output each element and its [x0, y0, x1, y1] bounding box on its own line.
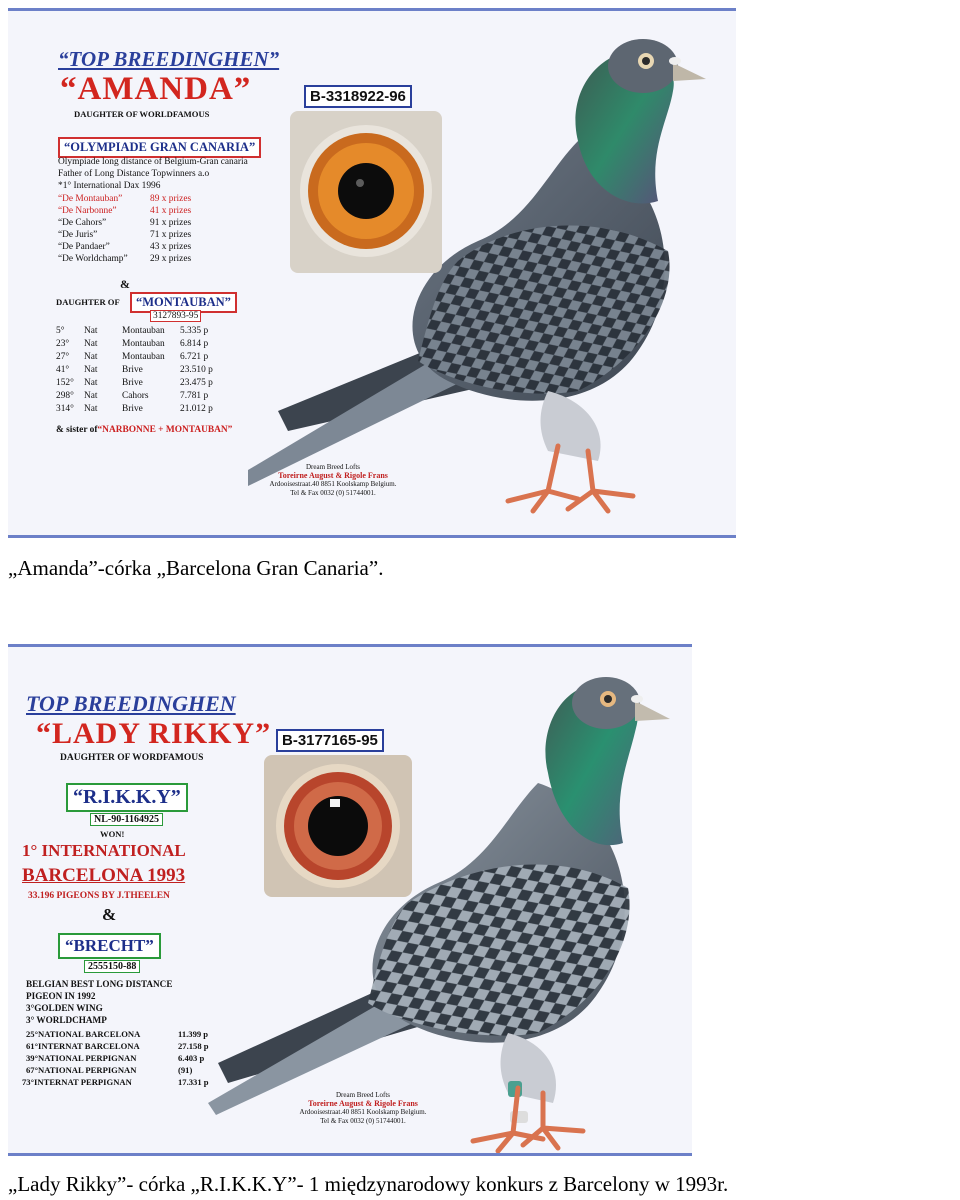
daughter-of-label: DAUGHTER OF	[56, 297, 120, 307]
offspring-row: “De Worldchamp” 29 x prizes	[58, 254, 192, 264]
ring-number: B-3177165-95	[276, 729, 384, 752]
mother-ring: 2555150-88	[84, 960, 140, 973]
pigeon-name-lady-rikky: “LADY RIKKY”	[36, 717, 272, 750]
father-ring: NL-90-1164925	[90, 813, 163, 826]
mother-name-box: “BRECHT”	[58, 933, 161, 959]
result-row: 298° Nat Cahors 7.781 p	[56, 391, 209, 401]
father-name-box: “OLYMPIADE GRAN CANARIA”	[58, 137, 261, 158]
result-row: 314° Nat Brive 21.012 p	[56, 404, 213, 414]
offspring-row: “De Juris” 71 x prizes	[58, 230, 192, 240]
result-row: 41° Nat Brive 23.510 p	[56, 365, 213, 375]
mother-line-3: 3°GOLDEN WING	[26, 1003, 103, 1013]
offspring-row: “De Pandaer” 43 x prizes	[58, 242, 192, 252]
pedigree-card-lady-rikky	[8, 644, 692, 1156]
daughter-of-wordfamous: DAUGHTER OF WORDFAMOUS	[60, 753, 204, 763]
ring-number: B-3318922-96	[304, 85, 412, 108]
desc-line-1: Olympiade long distance of Belgium-Gran canaria	[58, 157, 248, 167]
mother-line-4: 3° WORLDCHAMP	[26, 1015, 107, 1025]
top-breedinghen-title: “TOP BREEDINGHEN”	[58, 47, 280, 71]
result-row: 152° Nat Brive 23.475 p	[56, 378, 213, 388]
result-row: 67°NATIONAL PERPIGNAN (91)	[26, 1065, 193, 1075]
barcelona-line: BARCELONA 1993	[22, 865, 186, 886]
pigeons-by-line: 33.196 PIGEONS BY J.THEELEN	[28, 891, 170, 901]
offspring-row: “De Narbonne” 41 x prizes	[58, 206, 192, 216]
mother-line-1: BELGIAN BEST LONG DISTANCE	[26, 979, 173, 989]
sister-line: & sister of“NARBONNE + MONTAUBAN”	[56, 425, 233, 435]
ampersand: &	[120, 277, 130, 291]
mother-ring: 3127893-95	[150, 310, 201, 322]
result-row: 25°NATIONAL BARCELONA 11.399 p	[26, 1029, 209, 1039]
result-row: 27° Nat Montauban 6.721 p	[56, 352, 209, 362]
pedigree-card-amanda	[8, 8, 736, 538]
offspring-row: “De Cahors” 91 x prizes	[58, 218, 192, 228]
result-row: 23° Nat Montauban 6.814 p	[56, 339, 209, 349]
ampersand: &	[102, 905, 117, 924]
breeder-footer: Dream Breed Lofts Toreirne August & Rigole Frans Ardooisestraat.40 8851 Koolskamp Belgium. Tel & Fax 0032 (0) 51744001.	[299, 1091, 427, 1125]
mother-name-box: “MONTAUBAN”	[130, 292, 237, 313]
caption-amanda: „Amanda”-córka „Barcelona Gran Canaria”.	[8, 556, 384, 580]
father-name-box: “R.I.K.K.Y”	[66, 783, 188, 812]
international-line: 1° INTERNATIONAL	[22, 841, 186, 860]
mother-line-2: PIGEON IN 1992	[26, 991, 96, 1001]
pigeon-name-amanda: “AMANDA”	[60, 71, 252, 107]
daughter-of-worldfamous: DAUGHTER OF WORLDFAMOUS	[74, 109, 210, 119]
top-breedinghen-title: TOP BREEDINGHEN	[26, 691, 236, 716]
result-row: 39°NATIONAL PERPIGNAN 6.403 p	[26, 1053, 205, 1063]
desc-line-2: Father of Long Distance Topwinners a.o	[58, 169, 210, 179]
offspring-row: “De Montauban” 89 x prizes	[58, 194, 192, 204]
eye-photo	[290, 111, 442, 273]
won-label: WON!	[100, 829, 125, 839]
result-row: 73°INTERNAT PERPIGNAN 17.331 p	[22, 1077, 209, 1087]
result-row: 61°INTERNAT BARCELONA 27.158 p	[26, 1041, 209, 1051]
result-row: 5° Nat Montauban 5.335 p	[56, 326, 209, 336]
breeder-footer: Dream Breed Lofts Toreirne August & Rigole Frans Ardooisestraat.40 8851 Koolskamp Belgium. Tel & Fax 0032 (0) 51744001.	[269, 463, 397, 497]
desc-line-3: *1° International Dax 1996	[58, 181, 161, 191]
caption-lady-rikky: „Lady Rikky”- córka „R.I.K.K.Y”- 1 międzynarodowy konkurs z Barcelony w 1993r.	[8, 1172, 729, 1196]
eye-photo	[264, 755, 412, 897]
